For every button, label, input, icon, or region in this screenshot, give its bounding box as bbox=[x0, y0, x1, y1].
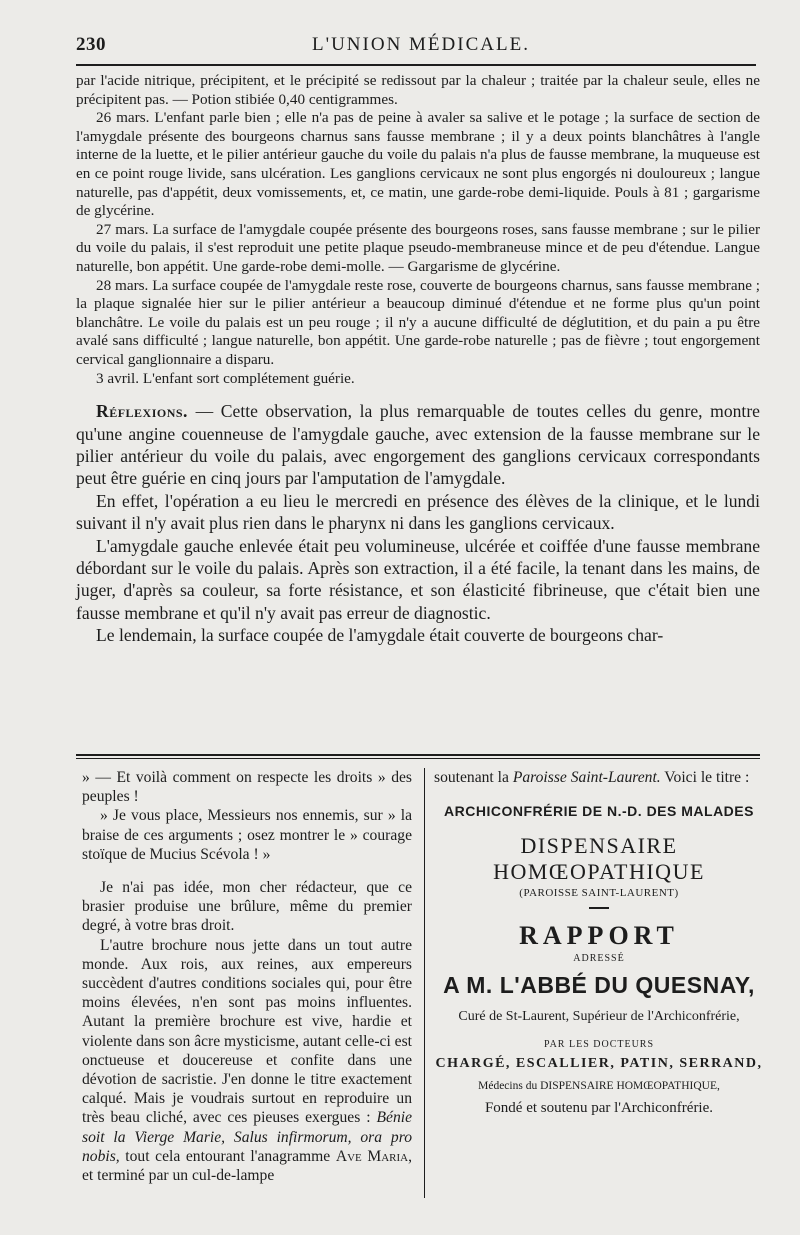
dispensaire-title: DISPENSAIRE HOMŒOPATHIQUE bbox=[493, 833, 705, 885]
reflexions-paragraph-2: En effet, l'opération a eu lieu le mercredi en présence des élèves de la clinique, et le lundi suivant il n'y avait plus rien dans le pharynx ni dans les ganglions cervicaux. bbox=[76, 490, 760, 534]
paragraph-gap bbox=[82, 864, 412, 878]
feuilleton-exergue: Bénie soit la Vierge Marie, Salus infirmorum, ora pro nobis, bbox=[82, 1109, 412, 1165]
reflexions-label: Réflexions. bbox=[96, 401, 188, 422]
quote-paragraph-2: » Je vous place, Messieurs nos ennemis, sur » la braise de ces arguments ; osez montrer le » courage stoïque de Mucius Scévola ! » bbox=[82, 807, 412, 863]
reflexions-paragraph-1 bbox=[76, 400, 760, 490]
docteurs-names: CHARGÉ, ESCALLIER, PATIN, SERRAND, bbox=[435, 1056, 763, 1072]
observation-paragraph-3: 27 mars. La surface de l'amygdale coupée présente des bourgeons roses, sans fausse membrane ; sur le pilier du voile du palais, il s'est reproduit une petite plaque pseudo-membraneuse mince et de peu d'étendue. Langue naturelle, bon appétit. Une garde-robe demi-molle. — Gargarisme de glycérine. bbox=[76, 220, 760, 275]
title-intro bbox=[434, 768, 764, 787]
column-divider bbox=[424, 768, 425, 1198]
paroisse-subtitle: (PAROISSE SAINT-LAURENT) bbox=[519, 887, 679, 900]
intro-text-a: soutenant la bbox=[434, 769, 513, 786]
medecins-line: Médecins du DISPENSAIRE HOMŒOPATHIQUE, bbox=[478, 1080, 720, 1093]
main-article bbox=[76, 72, 760, 647]
adresse-label: ADRESSÉ bbox=[573, 953, 625, 965]
feuilleton-text-c: , et terminé par un cul-de-lampe bbox=[82, 1147, 413, 1185]
journal-title: L'UNION MÉDICALE. bbox=[312, 34, 530, 55]
intro-text-b: Voici le titre : bbox=[660, 769, 750, 786]
observation-paragraph-2: 26 mars. L'enfant parle bien ; elle n'a pas de peine à avaler sa salive et le potage ; la surface de section de l'amygdale présente des bourgeons charnus sans fausse membrane ; il y a deux points blanchâtres à l'angle interne de la luette, et le pilier antérieur gauche du voile du palais n'a plus de fausse membrane, la muqueuse est en ce point rouge livide, sans ulcération. Les ganglions cervicaux ne sont plus engorgés ni douloureux ; langue naturelle, pas d'appétit, deux vomissements, et, ce matin, une garde-robe demi-liquide. Pouls à 81 ; gargarisme de glycérine. bbox=[76, 109, 760, 220]
reflexions-paragraph-3: L'amygdale gauche enlevée était peu volumineuse, ulcérée et coiffée d'une fausse membrane débordant sur le voile du palais. Après son extraction, il a été facile, la tenant dans les mains, de juger, d'après sa couleur, sa forte résistance, et son élasticité fibrineuse, que c'était bien une fausse membrane et qu'il n'y avait pas erreur de diagnostic. bbox=[76, 535, 760, 623]
observation-paragraph-1: par l'acide nitrique, précipitent, et le précipité se redissout par la chaleur ; traitée par la chaleur seule, elles ne précipitent pas. — Potion stibiée 0,40 centigrammes. bbox=[76, 72, 760, 108]
abbe-name: A M. L'ABBÉ DU QUESNAY, bbox=[443, 972, 755, 999]
header-rule bbox=[76, 64, 756, 66]
page-header bbox=[76, 34, 766, 60]
feuilleton-text-b: tout cela entourant l'anagramme bbox=[119, 1147, 336, 1165]
anagram-ave-maria: Ave Maria bbox=[335, 1147, 409, 1165]
feuilleton-paragraph-2 bbox=[82, 936, 412, 1186]
feuilleton-rule bbox=[76, 754, 760, 756]
feuilleton-text-a: L'autre brochure nous jette dans un tout autre monde. Aux rois, aux reines, aux empereurs succèdent d'autres conditions sociales qui, pour être moins élevées, n'en sont pas moins influentes. Autant la première brochure est vive, hardie et violente dans son âcre mysticisme, autant celle-ci est onctueuse et doucereuse et confite dans une dévotion de sacristie. J'en donne le titre exactement calqué. Mais je voudrais surtout en reproduire un très beau cliché, avec ces pieuses exergues : bbox=[82, 936, 412, 1127]
par-label: PAR LES DOCTEURS bbox=[543, 1039, 655, 1051]
archiconfrerie-title: ARCHICONFRÉRIE DE N.-D. DES MALADES bbox=[444, 803, 754, 820]
observation-paragraph-4: 28 mars. La surface coupée de l'amygdale reste rose, couverte de bourgeons charnus, sans fausse membrane ; la plaque signalée hier sur le pilier antérieur a beaucoup diminué d'étendue et ne forme plus qu'un point blanchâtre. Le voile du palais est un peu rouge ; il n'y a aucune difficulté de déglutition, et du pain a pu être avalé sans difficulté ; langue naturelle, bon appétit. Une garde-robe naturelle ; pas de fièvre ; tout engorgement cervical ganglionnaire a disparu. bbox=[76, 276, 760, 368]
reflexions-paragraph-4: Le lendemain, la surface coupée de l'amygdale était couverte de bourgeons char- bbox=[96, 625, 664, 646]
parish-name: Paroisse Saint-Laurent. bbox=[512, 769, 661, 786]
rapport-title: RAPPORT bbox=[519, 921, 679, 951]
feuilleton-rule-thin bbox=[76, 758, 760, 759]
reflexions-section bbox=[76, 400, 760, 646]
cure-line: Curé de St-Laurent, Supérieur de l'Archiconfrérie, bbox=[458, 1009, 740, 1025]
quote-paragraph-1: » — Et voilà comment on respecte les droits » des peuples ! bbox=[82, 769, 412, 806]
observation-section bbox=[76, 72, 760, 388]
feuilleton-paragraph-1: Je n'ai pas idée, mon cher rédacteur, que ce brasier produise une brûlure, même du premier degré, à votre bras droit. bbox=[82, 879, 412, 935]
feuilleton-left-column bbox=[82, 768, 412, 1185]
reflexions-text-1: — Cette observation, la plus remarquable de toutes celles du genre, montre qu'une angine couenneuse de l'amygdale gauche, avec extension de la fausse membrane sur le pilier antérieur du voile du palais, avec engorgement des ganglions cervicaux correspondants peut être guérie en cinq jours par l'amputation de l'amygdale. bbox=[76, 401, 760, 489]
fonde-line: Fondé et soutenu par l'Archiconfrérie. bbox=[484, 1100, 714, 1117]
feuilleton-right-column bbox=[434, 768, 764, 1117]
observation-paragraph-5: 3 avril. L'enfant sort complétement guérie. bbox=[96, 369, 355, 387]
page-number: 230 bbox=[76, 34, 106, 55]
title-dash bbox=[589, 907, 609, 909]
